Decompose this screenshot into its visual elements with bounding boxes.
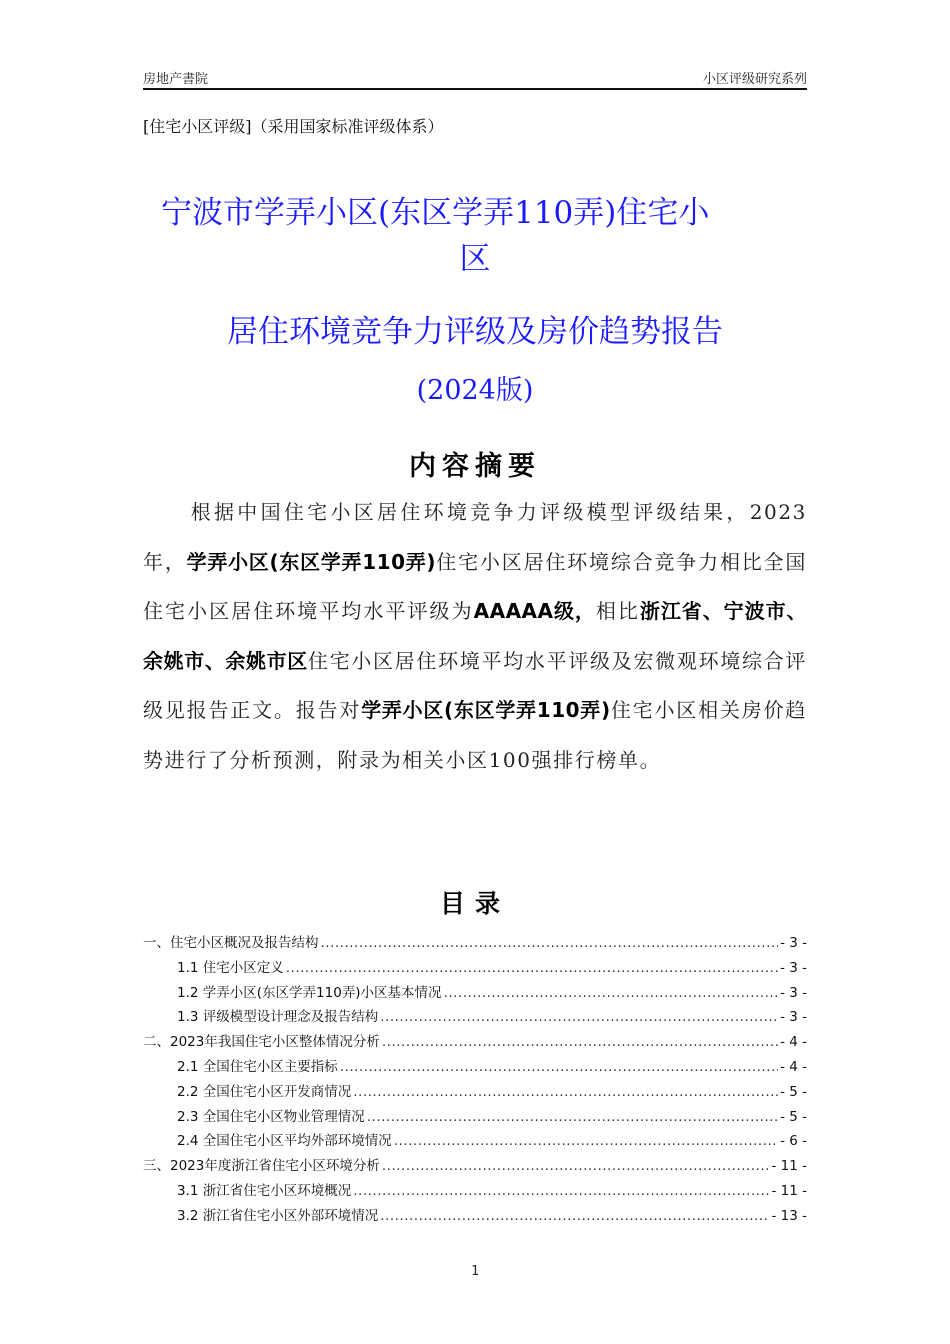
toc-entry-page: - 6 - — [780, 1133, 807, 1150]
toc-entry[interactable] — [143, 931, 807, 956]
summary-text-7: 学弄小区(东区学弄110弄) — [361, 698, 611, 722]
summary-text-2: 住宅小区居住环境综合竞争力相比全国住宅小区居住环境平均水平评级为 — [143, 549, 807, 623]
publisher-name: 房地产書院 — [143, 72, 209, 87]
toc-entry-label: 一、住宅小区概况及报告结构 — [143, 935, 319, 951]
toc-leader-dots — [367, 1105, 778, 1130]
toc-entry-label: 2.4 全国住宅小区平均外部环境情况 — [177, 1133, 392, 1150]
summary-text-4: 相比 — [595, 599, 640, 623]
toc-entry-page: - 3 - — [780, 984, 807, 1001]
toc-leader-dots — [382, 1154, 770, 1179]
toc-entry-page: - 3 - — [780, 959, 807, 976]
toc-leader-dots — [353, 1179, 769, 1204]
toc-entry[interactable] — [143, 1030, 807, 1055]
toc-entry[interactable] — [143, 1204, 807, 1229]
toc-entry-page: - 5 - — [780, 1083, 807, 1100]
toc-heading: 目录 — [439, 889, 510, 918]
title-line-1: 宁波市学弄小区(东区学弄110弄)住宅小 — [161, 195, 710, 231]
toc-entry-page: - 3 - — [780, 1009, 807, 1026]
toc-entry-label: 三、2023年度浙江省住宅小区环境分析 — [143, 1158, 380, 1175]
summary-regions: 浙江省、宁波市、余姚市、余姚市区 — [143, 599, 808, 673]
toc-entry[interactable] — [143, 1179, 807, 1204]
toc-entry-label: 1.1 住宅小区定义 — [177, 959, 284, 976]
page-header — [143, 66, 807, 90]
summary-rating: AAAAA级， — [473, 599, 596, 623]
toc-entry[interactable] — [143, 1055, 807, 1080]
toc-leader-dots — [380, 1005, 778, 1030]
rating-tagline: [住宅小区评级]（采用国家标准评级体系） — [143, 117, 444, 136]
toc-leader-dots — [340, 1055, 778, 1080]
toc-entry-label: 1.3 评级模型设计理念及报告结构 — [177, 1009, 379, 1026]
toc-entry-page: - 11 - — [771, 1158, 807, 1175]
summary-paragraph — [143, 488, 807, 785]
toc-entry-page: - 3 - — [780, 935, 807, 951]
toc-entry[interactable] — [143, 1080, 807, 1105]
toc-entry-page: - 13 - — [771, 1207, 807, 1224]
toc-entry[interactable] — [143, 1105, 807, 1130]
toc-leader-dots — [380, 1204, 769, 1229]
title-line-2: 区 — [459, 241, 491, 277]
toc-leader-dots — [382, 1030, 778, 1055]
toc-entry-label: 3.1 浙江省住宅小区环境概况 — [177, 1182, 352, 1199]
toc-entry-label: 二、2023年我国住宅小区整体情况分析 — [143, 1034, 380, 1051]
toc-entry-label: 3.2 浙江省住宅小区外部环境情况 — [177, 1207, 379, 1224]
summary-text-0: 根据中国住宅小区居住环境竞争力评级模型评级结果，2023年， — [143, 500, 807, 574]
toc-entry[interactable] — [143, 1154, 807, 1179]
toc-entry-page: - 4 - — [780, 1034, 807, 1051]
series-name: 小区评级研究系列 — [702, 72, 807, 87]
toc-leader-dots — [394, 1129, 778, 1154]
toc-entry[interactable] — [143, 1129, 807, 1154]
toc-leader-dots — [353, 1080, 778, 1105]
toc-entry-page: - 11 - — [771, 1182, 807, 1199]
toc-entry[interactable] — [143, 956, 807, 981]
toc-entry-label: 1.2 学弄小区(东区学弄110弄)小区基本情况 — [177, 984, 442, 1001]
toc-leader-dots — [286, 956, 778, 981]
toc-entry-label: 2.1 全国住宅小区主要指标 — [177, 1058, 338, 1075]
summary-heading: 内容摘要 — [409, 451, 541, 482]
summary-text-1: 学弄小区(东区学弄110弄) — [186, 549, 437, 574]
summary-text-6: 住宅小区居住环境平均水平评级及宏微观环境综合评级见报告正文。报告对 — [143, 648, 807, 722]
toc-entry[interactable] — [143, 1005, 807, 1030]
toc-entry-page: - 4 - — [780, 1058, 807, 1075]
toc-entry-page: - 5 - — [780, 1108, 807, 1125]
toc-entry[interactable] — [143, 981, 807, 1006]
toc-entry-label: 2.2 全国住宅小区开发商情况 — [177, 1083, 352, 1100]
table-of-contents — [143, 931, 807, 1229]
toc-leader-dots — [444, 981, 779, 1006]
title-edition: (2024版) — [416, 375, 534, 406]
report-title — [143, 190, 807, 411]
title-line-3: 居住环境竞争力评级及房价趋势报告 — [227, 314, 723, 350]
toc-entry-label: 2.3 全国住宅小区物业管理情况 — [177, 1108, 365, 1125]
summary-text-8: 住宅小区相关房价趋势进行了分析预测，附录为相关小区100强排行榜单。 — [143, 698, 807, 772]
toc-leader-dots — [321, 931, 779, 956]
page-number: 1 — [471, 1264, 479, 1279]
